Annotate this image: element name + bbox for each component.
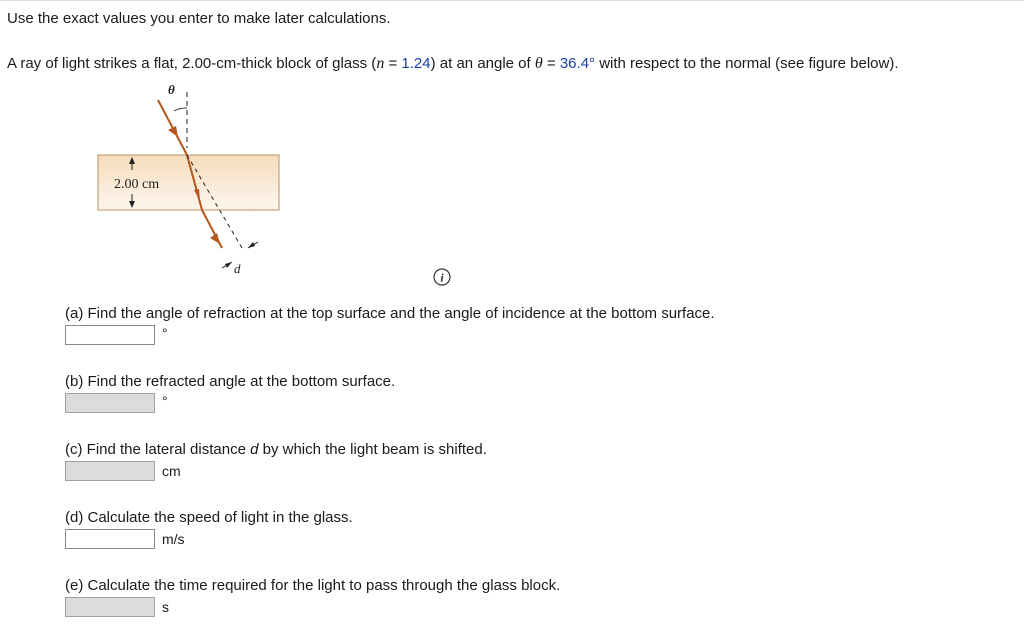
theta-value: 36.4° — [559, 55, 596, 72]
svg-text:i: i — [440, 270, 444, 285]
n-symbol: n — [376, 55, 385, 72]
figure-svg — [90, 78, 290, 278]
info-icon[interactable] — [433, 268, 451, 286]
d-label: d — [234, 261, 241, 276]
part-d-unit: m/s — [162, 531, 185, 547]
problem-outro: with respect to the normal (see figure below). — [595, 55, 899, 72]
part-e-question: (e) Calculate the time required for the light to pass through the glass block. — [65, 577, 561, 594]
n-value: 1.24 — [401, 55, 431, 72]
instruction-note: Use the exact values you enter to make later calculations. — [7, 10, 391, 27]
incident-arrow — [168, 126, 178, 137]
part-c-label-var: d — [250, 441, 259, 458]
part-b-unit: ° — [162, 393, 168, 409]
part-c-question — [65, 441, 487, 458]
problem-statement — [7, 55, 899, 73]
top-divider — [0, 0, 1024, 1]
angle-arc — [174, 108, 187, 111]
problem-mid: ) at an angle of — [430, 55, 535, 72]
part-e-unit: s — [162, 599, 169, 615]
part-a-unit: ° — [162, 325, 168, 341]
d-arrowhead-right — [248, 242, 255, 248]
part-a-answer-input[interactable] — [65, 325, 155, 345]
n-equals: = — [384, 55, 402, 72]
part-d-question: (d) Calculate the speed of light in the glass. — [65, 509, 353, 526]
thickness-label: 2.00 cm — [114, 177, 160, 192]
problem-intro: A ray of light strikes a flat, 2.00-cm-thick block of glass ( — [7, 55, 377, 72]
glass-block-figure — [90, 78, 290, 278]
theta-symbol: θ — [534, 55, 543, 72]
part-c-answer-input[interactable] — [65, 461, 155, 481]
theta-equals: = — [542, 55, 560, 72]
part-a-question: (a) Find the angle of refraction at the top surface and the angle of incidence at the bottom surface. — [65, 305, 715, 322]
d-arrowhead-left — [225, 262, 232, 268]
part-e-answer-input[interactable] — [65, 597, 155, 617]
part-c-label-pre: (c) Find the lateral distance — [65, 441, 251, 458]
part-b-answer-input[interactable] — [65, 393, 155, 413]
part-b-question: (b) Find the refracted angle at the bottom surface. — [65, 373, 396, 390]
theta-label: θ — [168, 82, 175, 97]
part-c-label-post: by which the light beam is shifted. — [258, 441, 487, 458]
part-c-unit: cm — [162, 463, 181, 479]
emergent-arrow — [210, 233, 220, 244]
part-d-answer-input[interactable] — [65, 529, 155, 549]
